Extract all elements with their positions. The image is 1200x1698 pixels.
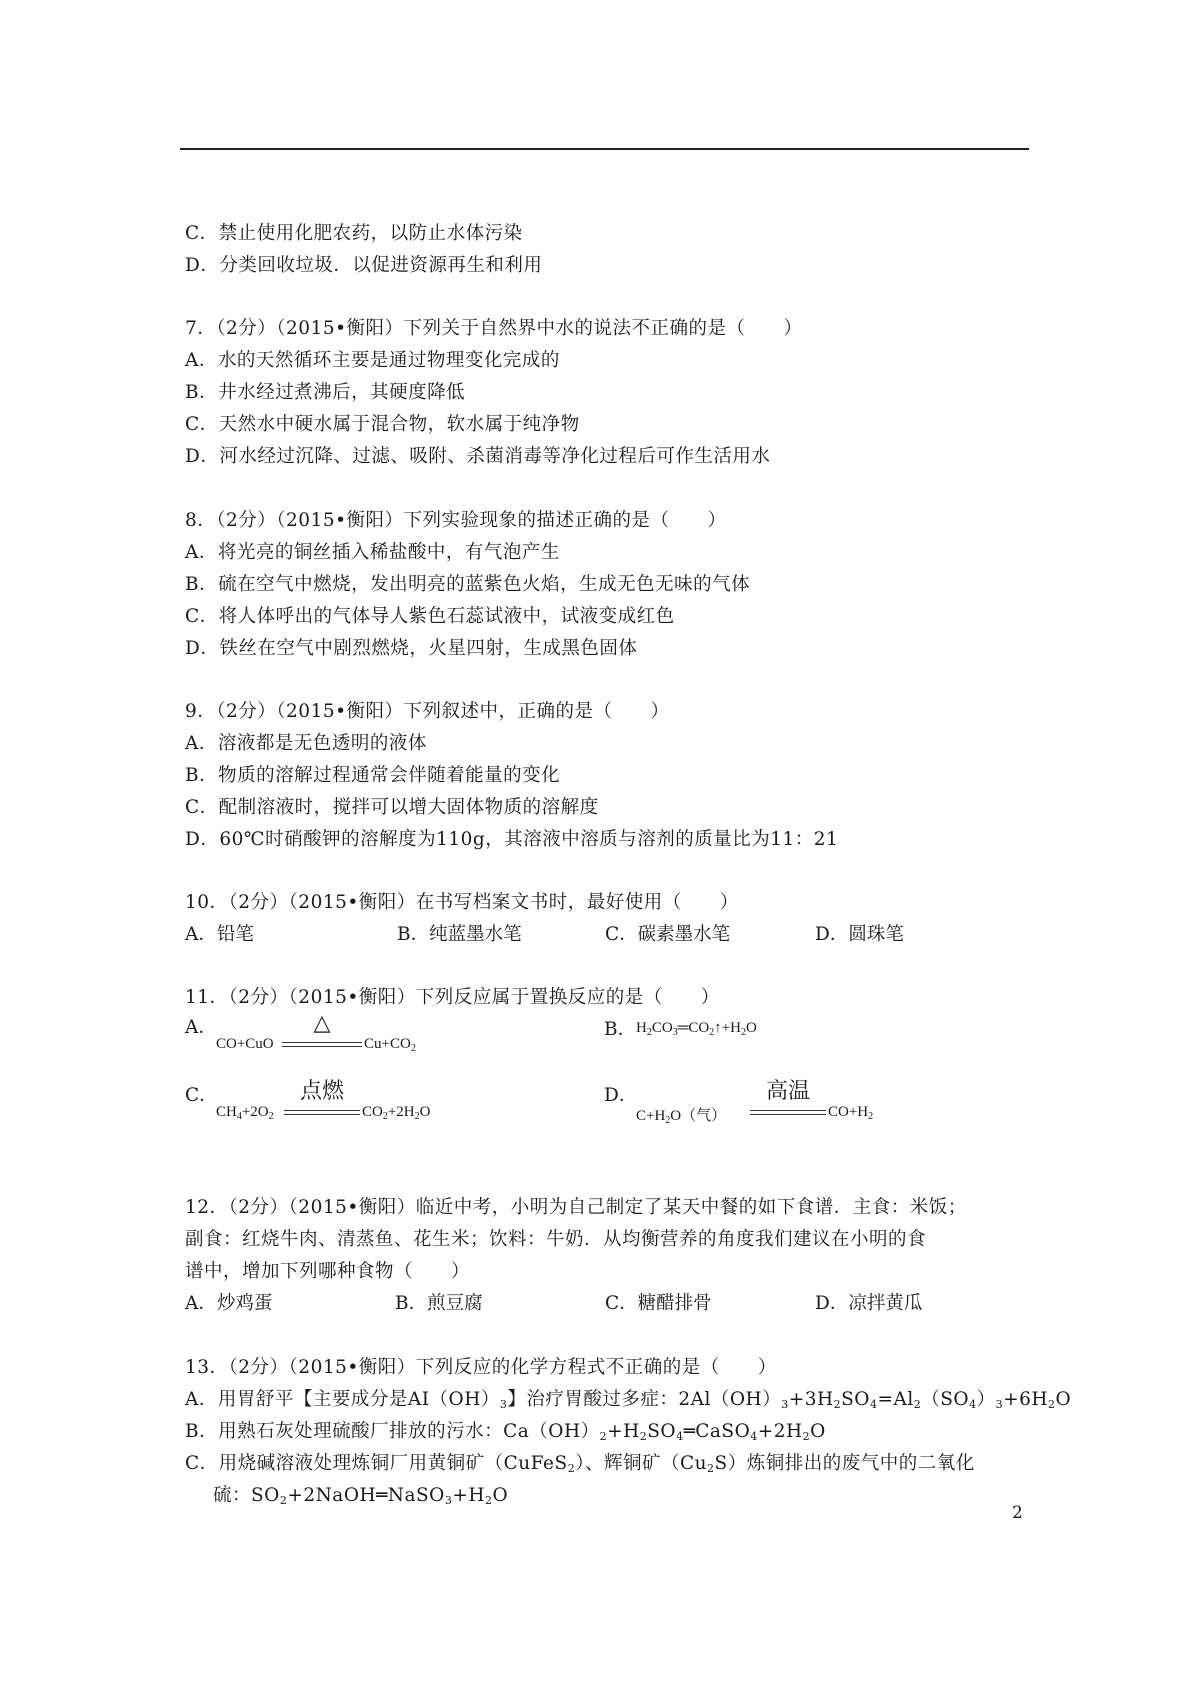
q7-option-d: D．河水经过沉降、过滤、吸附、杀菌消毒等净化过程后可作生活用水 [185, 446, 771, 467]
q11-option-d-left: $C+H_2O$（气） [636, 1108, 727, 1126]
q10-stem: 10．（2分）（2015•衡阳）在书写档案文书时，最好使用（ ） [185, 892, 739, 913]
q11-option-a-right: $Cu+CO_2$ [364, 1036, 416, 1054]
q11-stem: 11．（2分）（2015•衡阳）下列反应属于置换反应的是（ ） [185, 987, 720, 1008]
q11-option-c-condition: 点燃 [299, 1079, 344, 1104]
q11-option-a-left: CO+CuO [216, 1036, 274, 1052]
q12-stem-line-1: 12．（2分）（2015•衡阳）临近中考，小明为自己制定了某天中餐的如下食谱．主食：米饭； [185, 1197, 967, 1218]
q12-stem-line-3: 谱中，增加下列哪种食物（ ） [185, 1261, 471, 1282]
page-number: 2 [1012, 1503, 1023, 1523]
q13-option-c-line-2: 硫：$SO_2+2NaOH═NaSO_3+H_2O$ [213, 1485, 509, 1507]
q10-option-d: D．圆珠笔 [815, 924, 904, 945]
q9-option-a: A．溶液都是无色透明的液体 [185, 733, 427, 754]
q10-option-a: A．铅笔 [185, 924, 254, 945]
q13-option-b: B．用熟石灰处理硫酸厂排放的污水：$Ca(OH)_2+H_2SO_4═CaSO_4+2H_2O$ [185, 1421, 826, 1443]
q11-option-a-label: A． [185, 1017, 217, 1038]
q11-option-b-equation: $H_2CO_3═CO_2↑+H_2O$ [636, 1020, 757, 1038]
q11-option-a-equals [282, 1042, 362, 1047]
q11-option-a-condition: △ [313, 1011, 331, 1036]
q11-option-c-right: $CO_2+2H_2O$ [362, 1104, 431, 1122]
header-rule [180, 148, 1029, 150]
q12-option-d: D．凉拌黄瓜 [815, 1293, 923, 1314]
q7-stem: 7．（2分）（2015•衡阳）下列关于自然界中水的说法不正确的是（ ） [185, 318, 803, 339]
q9-option-b: B．物质的溶解过程通常会伴随着能量的变化 [185, 765, 561, 786]
q11-option-d-label: D． [604, 1085, 638, 1106]
q12-option-c: C．糖醋排骨 [605, 1293, 712, 1314]
q8-option-c: C．将人体呼出的气体导人紫色石蕊试液中，试液变成红色 [185, 606, 675, 627]
q8-option-b: B．硫在空气中燃烧，发出明亮的蓝紫色火焰，生成无色无味的气体 [185, 574, 751, 595]
q11-option-d-condition: 高温 [765, 1079, 810, 1104]
q9-option-c: C．配制溶液时，搅拌可以增大固体物质的溶解度 [185, 797, 599, 818]
q7-option-a: A．水的天然循环主要是通过物理变化完成的 [185, 350, 560, 371]
q9-option-d: D．60℃时硝酸钾的溶解度为110g，其溶液中溶质与溶剂的质量比为11：21 [185, 829, 839, 850]
q13-option-a: A．用胃舒平【主要成分是$AI(OH)_3$】治疗胃酸过多症：$2Al(OH)_3+3H_2SO_4=Al_2(SO_4)_3+6H_2O$ [185, 1389, 1072, 1411]
q9-stem: 9．（2分）（2015•衡阳）下列叙述中，正确的是（ ） [185, 701, 670, 722]
q8-stem: 8．（2分）（2015•衡阳）下列实验现象的描述正确的是（ ） [185, 510, 727, 531]
q11-option-d-right: $CO+H_2$ [828, 1104, 874, 1122]
q8-option-d: D．铁丝在空气中剧烈燃烧，火星四射，生成黑色固体 [185, 638, 638, 659]
prev-option-c: C．禁止使用化肥农药，以防止水体污染 [185, 223, 523, 244]
q11-option-d-equals [750, 1110, 826, 1115]
q11-option-b-label: B． [604, 1019, 637, 1040]
q7-option-b: B．井水经过煮沸后，其硬度降低 [185, 382, 466, 403]
q12-stem-line-2: 副食：红烧牛肉、清蒸鱼、花生米；饮料：牛奶．从均衡营养的角度我们建议在小明的食 [185, 1229, 927, 1250]
prev-option-d: D．分类回收垃圾．以促进资源再生和利用 [185, 255, 543, 276]
q7-option-c: C．天然水中硬水属于混合物，软水属于纯净物 [185, 414, 580, 435]
q11-option-c-label: C． [185, 1085, 218, 1106]
q10-option-b: B．纯蓝墨水笔 [397, 924, 522, 945]
q12-option-a: A．炒鸡蛋 [185, 1293, 273, 1314]
q11-option-c-equals [284, 1110, 360, 1115]
q12-option-b: B．煎豆腐 [395, 1293, 483, 1314]
q13-stem: 13．（2分）（2015•衡阳）下列反应的化学方程式不正确的是（ ） [185, 1357, 777, 1378]
q8-option-a: A．将光亮的铜丝插入稀盐酸中，有气泡产生 [185, 542, 560, 563]
q10-option-c: C．碳素墨水笔 [605, 924, 731, 945]
q13-option-c-line-1: C．用烧碱溶液处理炼铜厂用黄铜矿（CuFeS$_2$）、辉铜矿$(Cu_2S)$炼铜排出的废气中的二氧化 [185, 1453, 975, 1475]
q11-option-c-left: $CH_4+2O_2$ [216, 1104, 274, 1122]
